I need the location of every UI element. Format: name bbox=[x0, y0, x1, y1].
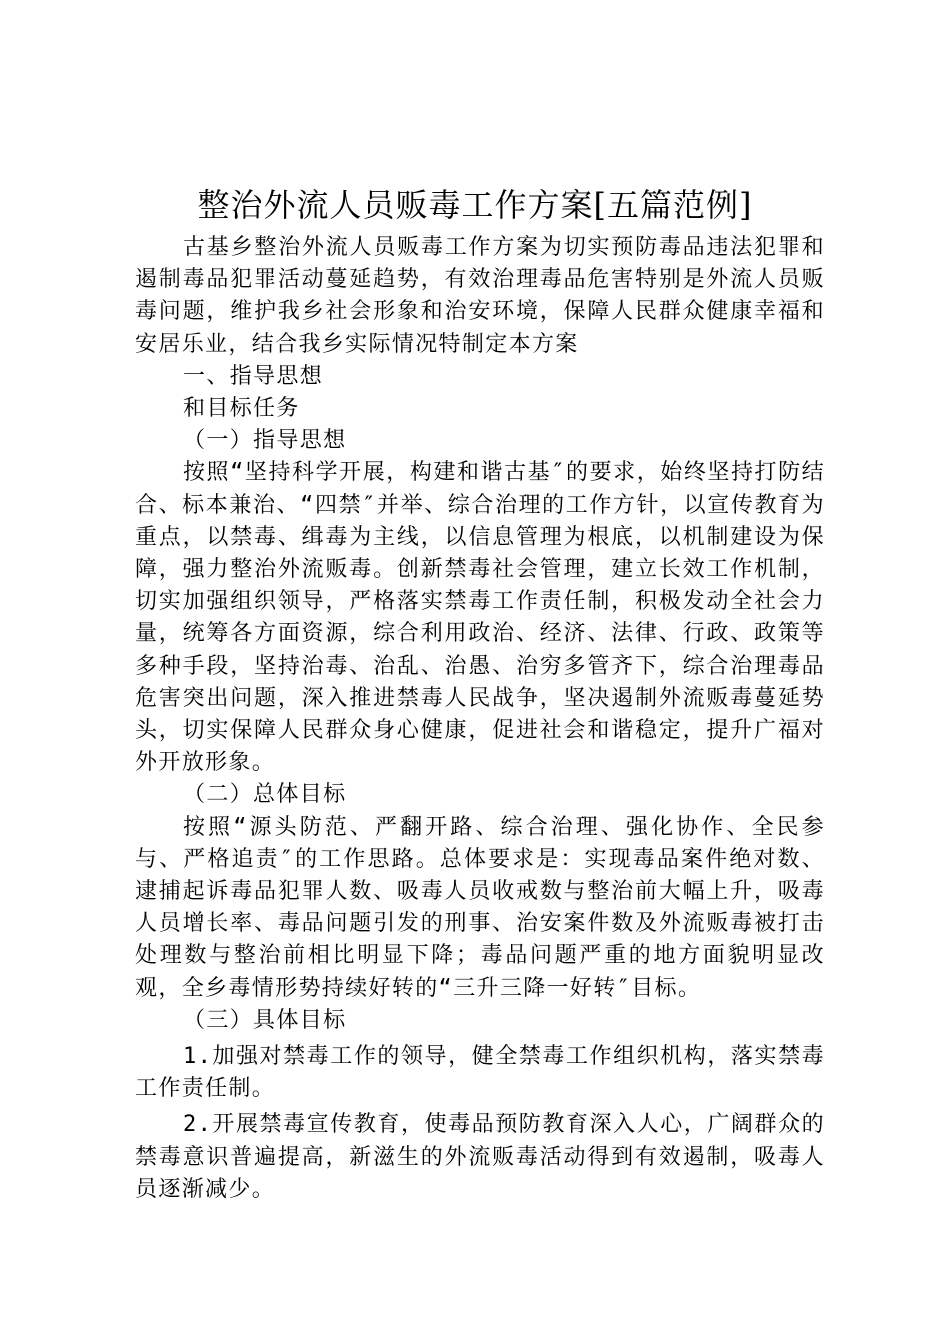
specific-goal-item-1: 1.加强对禁毒工作的领导，健全禁毒工作组织机构，落实禁毒工作责任制。 bbox=[135, 1044, 825, 1102]
section-heading-1: 一、指导思想 bbox=[183, 363, 324, 389]
specific-goal-item-2: 2.开展禁毒宣传教育，使毒品预防教育深入人心，广阔群众的禁毒意识普遍提高，新滋生的外流贩毒活动得到有效遏制，吸毒人员逐渐减少。 bbox=[135, 1112, 825, 1202]
document-body bbox=[135, 232, 825, 1206]
section-heading-1-continued: 和目标任务 bbox=[183, 396, 300, 422]
overall-goal-paragraph: 按照“源头防范、严翻开路、综合治理、强化协作、全民参与、严格追责″的工作思路。总体要求是：实现毒品案件绝对数、逮捕起诉毒品犯罪人数、吸毒人员收戒数与整治前大幅上升，吸毒人员增长率、毒品问题引发的刑事、治安案件数及外流贩毒被打击处理数与整治前相比明显下降；毒品问题严重的地方面貌明显改观，全乡毒情形势持续好转的“三升三降一好转″目标。 bbox=[135, 814, 825, 1001]
subsection-heading-specific-goals: （三）具体目标 bbox=[183, 1007, 347, 1033]
subsection-heading-overall-goal: （二）总体目标 bbox=[183, 782, 347, 808]
document-title: 整治外流人员贩毒工作方案[五篇范例] bbox=[197, 186, 753, 224]
guiding-thought-paragraph: 按照“坚持科学开展，构建和谐古基″的要求，始终坚持打防结合、标本兼治、“四禁″并举、综合治理的工作方针，以宣传教育为重点，以禁毒、缉毒为主线，以信息管理为根底，以机制建设为保障，强力整治外流贩毒。创新禁毒社会管理，建立长效工作机制，切实加强组织领导，严格落实禁毒工作责任制，积极发动全社会力量，统筹各方面资源，综合利用政治、经济、法律、行政、政策等多种手段，坚持治毒、治乱、治愚、治穷多管齐下，综合治理毒品危害突出问题，深入推进禁毒人民战争，坚决遏制外流贩毒蔓延势头，切实保障人民群众身心健康，促进社会和谐稳定，提升广福对外开放形象。 bbox=[135, 460, 825, 776]
intro-paragraph: 古基乡整治外流人员贩毒工作方案为切实预防毒品违法犯罪和遏制毒品犯罪活动蔓延趋势，有效治理毒品危害特别是外流人员贩毒问题，维护我乡社会形象和治安环境，保障人民群众健康幸福和安居乐业，结合我乡实际情况特制定本方案 bbox=[135, 235, 825, 357]
subsection-heading-guiding-thought: （一）指导思想 bbox=[183, 428, 347, 454]
